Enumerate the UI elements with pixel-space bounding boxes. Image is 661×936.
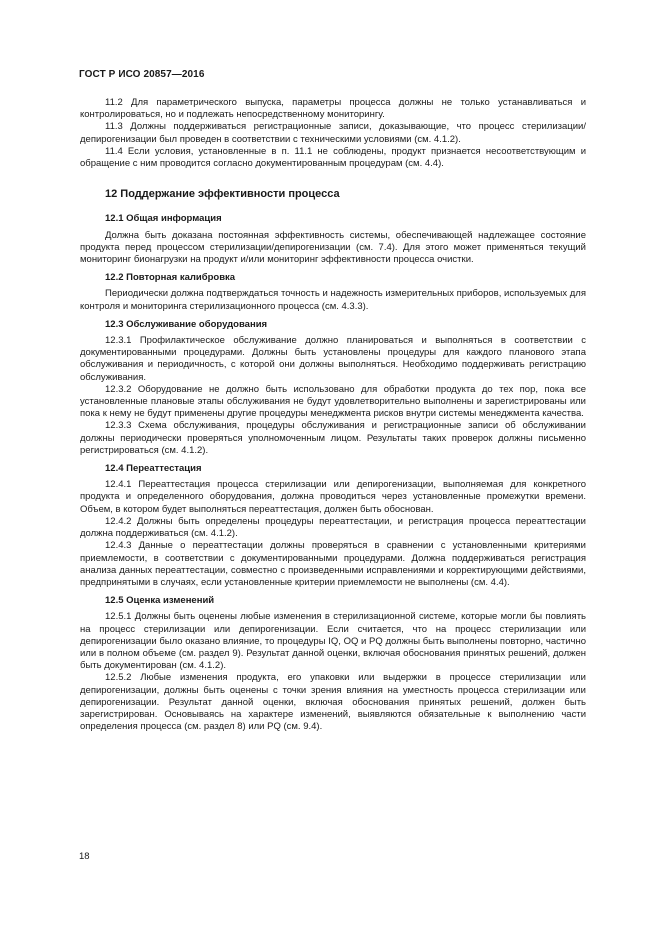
paragraph-11-4: 11.4 Если условия, установленные в п. 11.1 не соблюдены, продукт признается несоответствующим и обращение с ним проводится согласно документированным процедурам (см. 4.4). xyxy=(80,145,586,170)
paragraph-12-5-2: 12.5.2 Любые изменения продукта, его упаковки или выдержки в процессе стерилизации или депирогенизации, должны быть оценены с точки зрения влияния на уместность процесса стерилизации или депирогенизации. Результат данной оценки, включая обоснования принятых решений, должен быть зарегистрирован. Основываясь на характере изменений, выявляются обязательные к выполнению части определения процесса (см. раздел 8) или PQ (см. 9.4). xyxy=(80,672,586,733)
paragraph-11-3: 11.3 Должны поддерживаться регистрационные записи, доказывающие, что процесс стерилизации/депирогенизации был проведен в соответствии с техническими условиями (см. 4.1.2). xyxy=(80,121,586,145)
paragraph-12-4-1: 12.4.1 Переаттестация процесса стерилизации или депирогенизации, выполняемая для конкретного продукта и определенного оборудования, должна проводиться через установленные промежутки времени. Объем, в котором будет выполняться переаттестация, должен быть обоснован. xyxy=(80,479,586,515)
paragraph-12-3-3: 12.3.3 Схема обслуживания, процедуры обслуживания и регистрационные записи об обслуживании должны периодически проверяться уполномоченным лицом. Результаты таких проверок должны письменно регистрироваться (см. 4.1.2). xyxy=(80,420,586,456)
paragraph-12-3-1: 12.3.1 Профилактическое обслуживание должно планироваться и выполняться в соответствии с документированными процедурами. Должны быть установлены процедуры для каждого планового этапа обслуживания и периодичность, с которой они должны выполняться. Необходимо поддерживать регистрацию обслуживания. xyxy=(80,335,586,383)
document-body xyxy=(80,97,586,733)
page-number: 18 xyxy=(79,851,90,862)
paragraph-12-1: Должна быть доказана постоянная эффективность системы, обеспечивающей надлежащее состояние продукта перед процессом стерилизации/депирогенизации (см. 7.4). Для этого может применяться текущий мониторинг бионагрузки на продукт и/или мониторинг эффективности процесса очистки. xyxy=(80,229,586,266)
paragraph-12-5-1: 12.5.1 Должны быть оценены любые изменения в стерилизационной системе, которые могли бы повлиять на процесс стерилизации или депирогенизации. Если считается, что на процесс стерилизации или депирогенизации было оказано влияние, то процедуры IQ, OQ и PQ должны быть выполнены повторно, частично или в полном объеме (см. раздел 9). Результат данной оценки, включая обоснования принятых решений, должен быть документирован (см. 4.1.2). xyxy=(80,611,586,672)
subsection-title-12-3: 12.3 Обслуживание оборудования xyxy=(105,318,268,330)
paragraph-11-2: 11.2 Для параметрического выпуска, параметры процесса должны не только устанавливаться и контролироваться, но и подлежать непосредственному мониторингу. xyxy=(80,97,586,121)
paragraph-12-4-2: 12.4.2 Должны быть определены процедуры переаттестации, и регистрация процесса переаттестации должна поддерживаться (см. 4.1.2). xyxy=(80,515,586,540)
subsection-title-12-4: 12.4 Переаттестация xyxy=(105,463,202,475)
section-title-12: 12 Поддержание эффективности процесса xyxy=(105,188,340,201)
subsection-title-12-5: 12.5 Оценка изменений xyxy=(105,595,215,607)
subsection-title-12-1: 12.1 Общая информация xyxy=(105,213,222,225)
subsection-title-12-2: 12.2 Повторная калибровка xyxy=(105,272,236,284)
paragraph-12-3-2: 12.3.2 Оборудование не должно быть использовано для обработки продукта до тех пор, пока все установленные плановые этапы обслуживания не будут удовлетворительно выполнены и зарегистрированы или пока к нему не будут применены другие процедуры менеджмента рисков внутри системы менеджмента качества. xyxy=(80,383,586,420)
paragraph-12-4-3: 12.4.3 Данные о переаттестации должны проверяться в сравнении с установленными критериями приемлемости, в соответствии с документированными процедурами. Должна поддерживаться регистрация анализа данных переаттестации, совместно с произведенными исправлениями и корректирующими действиями, предпринятыми в случаях, если установленные критерии приемлемости не выполнены (см. 4.4). xyxy=(80,540,586,588)
document-header: ГОСТ Р ИСО 20857—2016 xyxy=(79,69,205,80)
paragraph-12-2: Периодически должна подтверждаться точность и надежность измерительных приборов, используемых для контроля и мониторинга стерилизационного процесса (см. 4.3.3). xyxy=(80,288,586,312)
